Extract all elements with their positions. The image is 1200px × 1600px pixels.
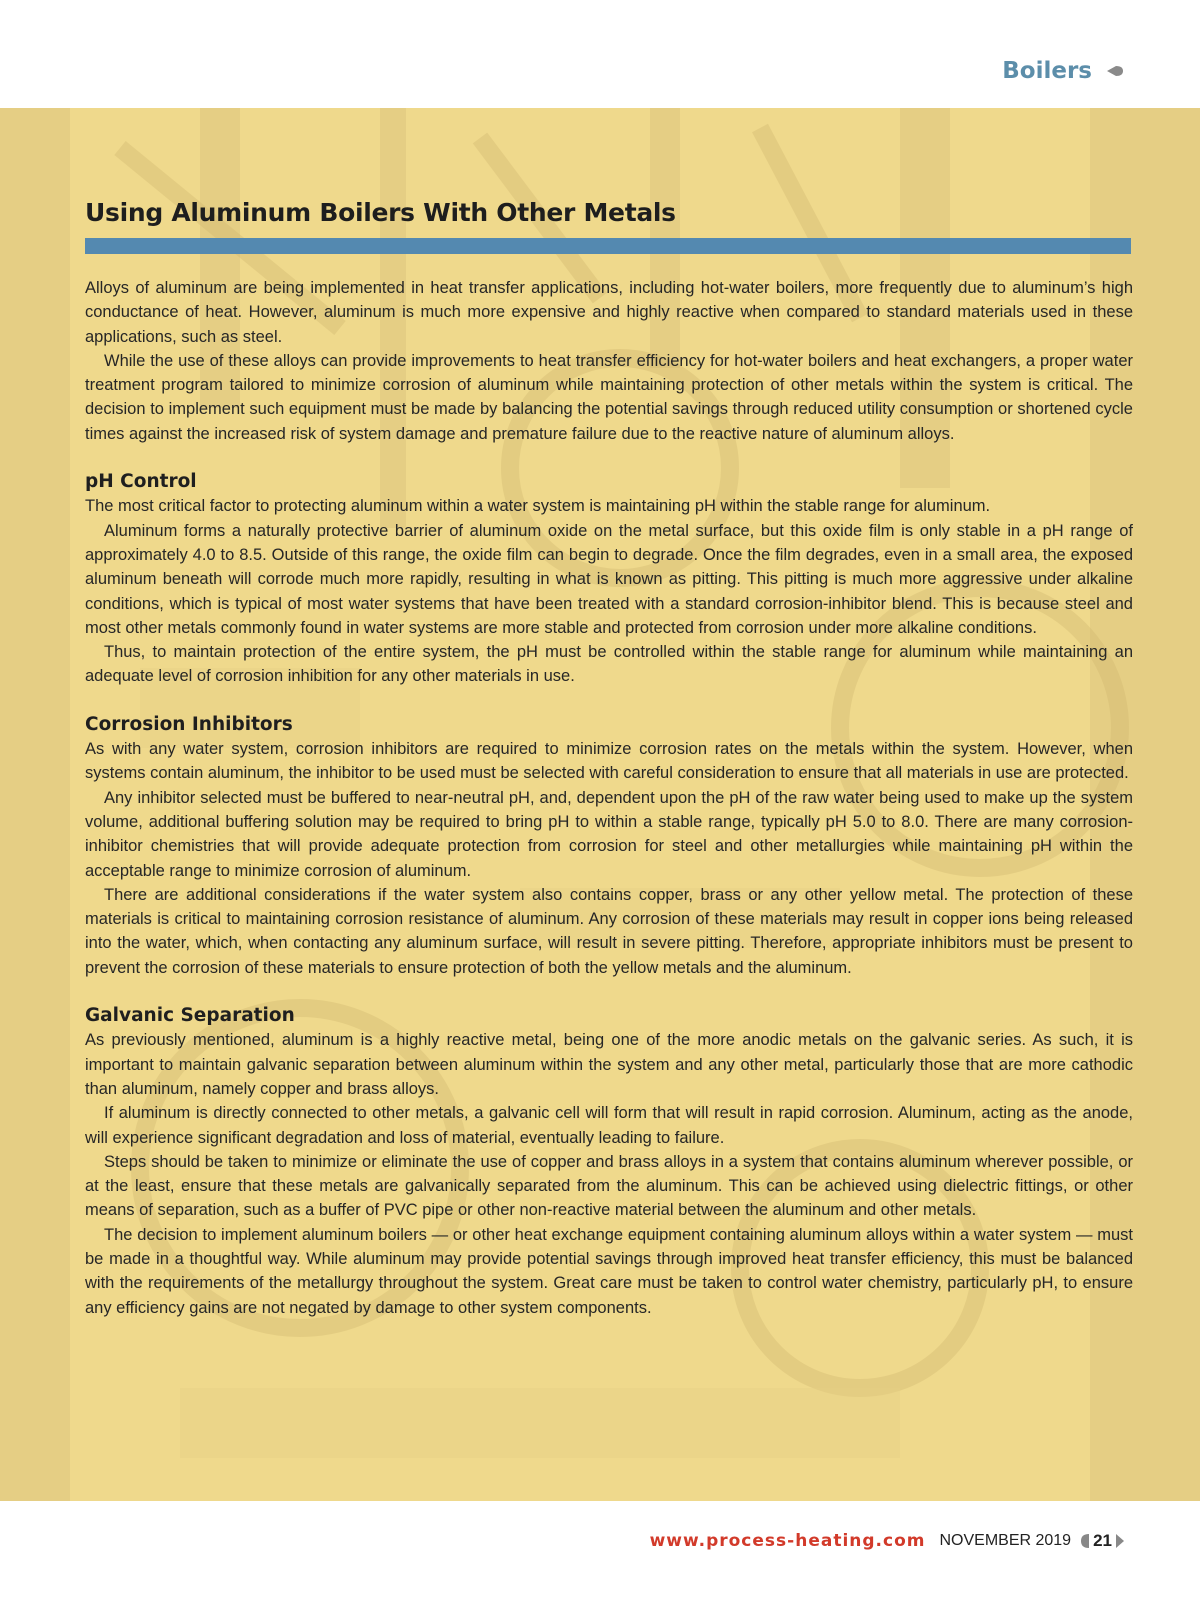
section-paragraph: Thus, to maintain protection of the entire system, the pH must be controlled within the stable range for aluminum while maintaining an adequate level of corrosion inhibition for any other materials in use. xyxy=(85,643,1133,686)
running-header xyxy=(1002,58,1124,84)
page-footer xyxy=(650,1531,1124,1551)
article-title: Using Aluminum Boilers With Other Metals xyxy=(85,198,676,227)
section-heading-galvanic-separation: Galvanic Separation xyxy=(85,1005,295,1027)
section-paragraph: As with any water system, corrosion inhibitors are required to minimize corrosion rates on the metals within the system. However, when systems contain aluminum, the inhibitor to be used must be selected with careful consideration to ensure that all materials in use are protected. xyxy=(85,740,1133,783)
intro-paragraph: Alloys of aluminum are being implemented in heat transfer applications, including hot-water boilers, more frequently due to aluminum’s high conductance of heat. However, aluminum is much more expensive and highly reactive when compared to standard materials used in these applications, such as steel. xyxy=(85,279,1133,346)
section-paragraph: As previously mentioned, aluminum is a highly reactive metal, being one of the more anodic metals on the galvanic series. As such, it is important to maintain galvanic separation between aluminum within the system and any other metal, particularly those that are more cathodic than aluminum, namely copper and brass alloys. xyxy=(85,1031,1133,1098)
intro-paragraph: While the use of these alloys can provide improvements to heat transfer efficiency for hot-water boilers and heat exchangers, a proper water treatment program tailored to minimize corrosion of aluminum while maintaining protection of other metals within the system is critical. The decision to implement such equipment must be made by balancing the potential savings through reduced utility consumption or shortened cycle times against the increased risk of system damage and premature failure due to the reactive nature of aluminum alloys. xyxy=(85,351,1133,443)
article-content xyxy=(85,192,1133,1320)
page-left-bracket-icon xyxy=(1081,1534,1089,1548)
section-paragraph: The decision to implement aluminum boilers — or other heat exchange equipment containing aluminum alloys within a water system — must be made in a thoughtful way. While aluminum may provide potential savings through improved heat transfer efficiency, this must be balanced with the requirements of the metallurgy throughout the system. Great care must be taken to control water chemistry, particularly pH, to ensure any efficiency gains are not negated by damage to other system components. xyxy=(85,1225,1133,1317)
issue-date: NOVEMBER 2019 xyxy=(939,1532,1072,1549)
section-paragraph: The most critical factor to protecting aluminum within a water system is maintaining pH within the stable range for aluminum. xyxy=(85,497,991,516)
article-body xyxy=(85,276,1133,1320)
left-pointing-bullet-icon xyxy=(1106,65,1124,77)
section-heading-corrosion-inhibitors: Corrosion Inhibitors xyxy=(85,713,293,735)
title-rule xyxy=(85,238,1131,254)
section-paragraph: If aluminum is directly connected to other metals, a galvanic cell will form that will result in rapid corrosion. Aluminum, acting as the anode, will experience significant degradation and loss of material, eventually leading to failure. xyxy=(85,1104,1133,1147)
website-link[interactable]: www.process-heating.com xyxy=(649,1531,926,1551)
page-number-block xyxy=(1081,1531,1124,1551)
section-heading-ph-control: pH Control xyxy=(85,471,197,493)
section-paragraph: Any inhibitor selected must be buffered to near-neutral pH, and, dependent upon the pH of the raw water being used to make up the system volume, additional buffering solution may be required to bring pH to within a stable range, typically pH 5.0 to 8.0. There are many corrosion-inhibitor chemistries that will provide adequate protection from corrosion for steel and other metallurgies while maintaining pH within the acceptable range to minimize corrosion of aluminum. xyxy=(85,788,1133,880)
page-right-arrow-icon xyxy=(1116,1534,1124,1548)
section-paragraph: Steps should be taken to minimize or eliminate the use of copper and brass alloys in a system that contains aluminum wherever possible, or at the least, ensure that these metals are galvanically separated from the aluminum. This can be achieved using dielectric fittings, or other means of separation, such as a buffer of PVC pipe or other non-reactive material between the aluminum and other metals. xyxy=(85,1152,1133,1220)
section-paragraph: Aluminum forms a naturally protective barrier of aluminum oxide on the metal surface, but this oxide film is only stable in a pH range of approximately 4.0 to 8.5. Outside of this range, the oxide film can begin to degrade. Once the film degrades, even in a small area, the exposed aluminum beneath will corrode much more rapidly, resulting in what is known as pitting. This pitting is much more aggressive under alkaline conditions, which is typical of most water systems that have been treated with a standard corrosion-inhibitor blend. This is because steel and most other metals commonly found in water systems are more stable and protected from corrosion under more alkaline conditions. xyxy=(85,521,1133,637)
page-number: 21 xyxy=(1093,1531,1112,1550)
section-label: Boilers xyxy=(1002,58,1092,84)
section-paragraph: There are additional considerations if the water system also contains copper, brass or any other yellow metal. The protection of these materials is critical to maintaining corrosion resistance of aluminum. Any corrosion of these materials may result in copper ions being released into the water, which, when contacting any aluminum surface, will result in severe pitting. Therefore, appropriate inhibitors must be present to prevent the corrosion of these materials to ensure protection of both the yellow metals and the aluminum. xyxy=(85,885,1133,977)
article-panel xyxy=(0,108,1200,1501)
